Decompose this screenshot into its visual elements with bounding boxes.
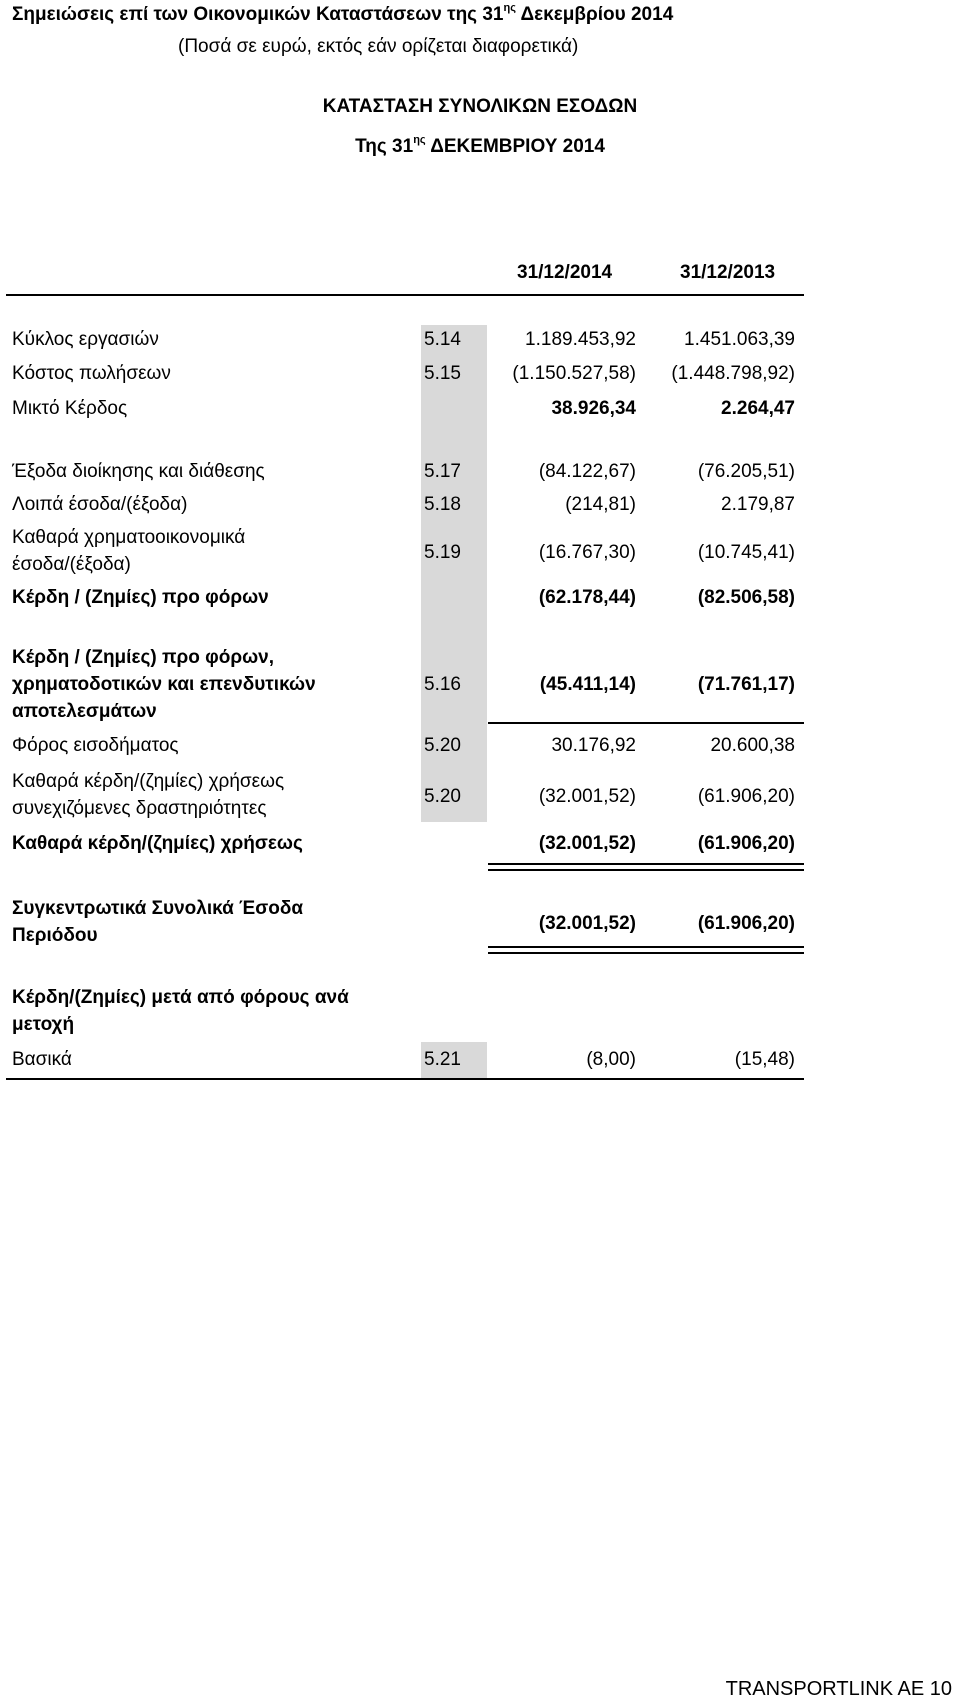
row-label: Λοιπά έσοδα/(έξοδα) — [12, 494, 188, 515]
row-note: 5.20 — [424, 786, 461, 807]
subtotal-rule — [488, 722, 804, 724]
row-label: Μικτό Κέρδος — [12, 398, 128, 419]
row-note: 5.17 — [424, 461, 461, 482]
row-value-2013: (76.205,51) — [697, 461, 795, 482]
row-note: 5.18 — [424, 494, 461, 515]
row-value-2014: (16.767,30) — [538, 542, 636, 563]
row-label: Κέρδη / (Ζημίες) προ φόρων, χρηματοδοτικών και επενδυτικών αποτελεσμάτων — [12, 647, 316, 722]
row-label: Κύκλος εργασιών — [12, 329, 159, 350]
column-header-2013: 31/12/2013 — [680, 262, 776, 283]
row-value-2013: (61.906,20) — [697, 913, 795, 934]
row-value-2014: 38.926,34 — [551, 398, 636, 419]
row-value-2013: (71.761,17) — [697, 674, 795, 695]
row-value-2014: (32.001,52) — [538, 833, 636, 854]
column-header-2014: 31/12/2014 — [517, 262, 613, 283]
statement-date: Της $31^{\eta\varsigma}$ ΔΕΚΕΜΒΡΙΟΥ 2014 — [355, 134, 605, 157]
double-rule-bottom — [488, 869, 804, 871]
bottom-rule — [6, 1078, 804, 1080]
row-label: Φόρος εισοδήματος — [12, 735, 179, 756]
row-value-2014: (1.150.527,58) — [512, 363, 636, 384]
row-label: Βασικά — [12, 1049, 72, 1070]
row-value-2013: 1.451.063,39 — [684, 329, 795, 350]
row-value-2013: (61.906,20) — [697, 833, 795, 854]
page-footer: TRANSPORTLINK AE 10 — [725, 1678, 952, 1700]
row-note: 5.16 — [424, 674, 461, 695]
row-label: Κέρδη/(Ζημίες) μετά από φόρους ανά μετοχή — [12, 987, 349, 1035]
row-note: 5.21 — [424, 1049, 461, 1070]
row-value-2014: 1.189.453,92 — [525, 329, 636, 350]
header-rule — [6, 294, 804, 296]
row-value-2013: (15,48) — [734, 1049, 795, 1070]
row-value-2013: 2.264,47 — [721, 398, 795, 419]
row-value-2013: (61.906,20) — [697, 786, 795, 807]
row-value-2014: (62.178,44) — [538, 587, 636, 608]
row-value-2013: (10.745,41) — [697, 542, 795, 563]
double-rule-bottom — [488, 952, 804, 954]
row-value-2014: (84.122,67) — [538, 461, 636, 482]
statement-title: ΚΑΤΑΣΤΑΣΗ ΣΥΝΟΛΙΚΩΝ ΕΣΟΔΩΝ — [322, 96, 638, 117]
row-value-2014: (32.001,52) — [538, 913, 636, 934]
row-label: Κέρδη / (Ζημίες) προ φόρων — [12, 587, 269, 608]
row-label: Κόστος πωλήσεων — [12, 363, 171, 384]
row-value-2014: (8,00) — [586, 1049, 636, 1070]
row-value-2013: 20.600,38 — [710, 735, 795, 756]
page-header-subtitle: (Ποσά σε ευρώ, εκτός εάν ορίζεται διαφορετικά) — [178, 36, 579, 57]
row-value-2013: (82.506,58) — [697, 587, 795, 608]
row-label: Καθαρά χρηματοοικονομικά έσοδα/(έξοδα) — [12, 527, 246, 575]
row-label: Καθαρά κέρδη/(ζημίες) χρήσεως συνεχιζόμενες δραστηριότητες — [12, 771, 285, 819]
page-header-title: Σημειώσεις επί των Οικονομικών Καταστάσεων της $31^{\eta\varsigma}$ Δεκεμβρίου 2014 — [12, 2, 674, 25]
row-note: 5.19 — [424, 542, 461, 563]
row-value-2013: (1.448.798,92) — [671, 363, 795, 384]
row-value-2014: (32.001,52) — [538, 786, 636, 807]
double-rule-top — [488, 946, 804, 948]
row-value-2013: 2.179,87 — [721, 494, 795, 515]
row-label: Καθαρά κέρδη/(ζημίες) χρήσεως — [12, 833, 303, 854]
double-rule-top — [488, 863, 804, 865]
row-note: 5.14 — [424, 329, 461, 350]
row-label: Έξοδα διοίκησης και διάθεσης — [12, 461, 265, 482]
row-note: 5.20 — [424, 735, 461, 756]
row-value-2014: (45.411,14) — [539, 674, 636, 695]
row-value-2014: 30.176,92 — [551, 735, 636, 756]
row-label: Συγκεντρωτικά Συνολικά Έσοδα Περιόδου — [12, 898, 304, 946]
row-value-2014: (214,81) — [565, 494, 636, 515]
row-note: 5.15 — [424, 363, 461, 384]
